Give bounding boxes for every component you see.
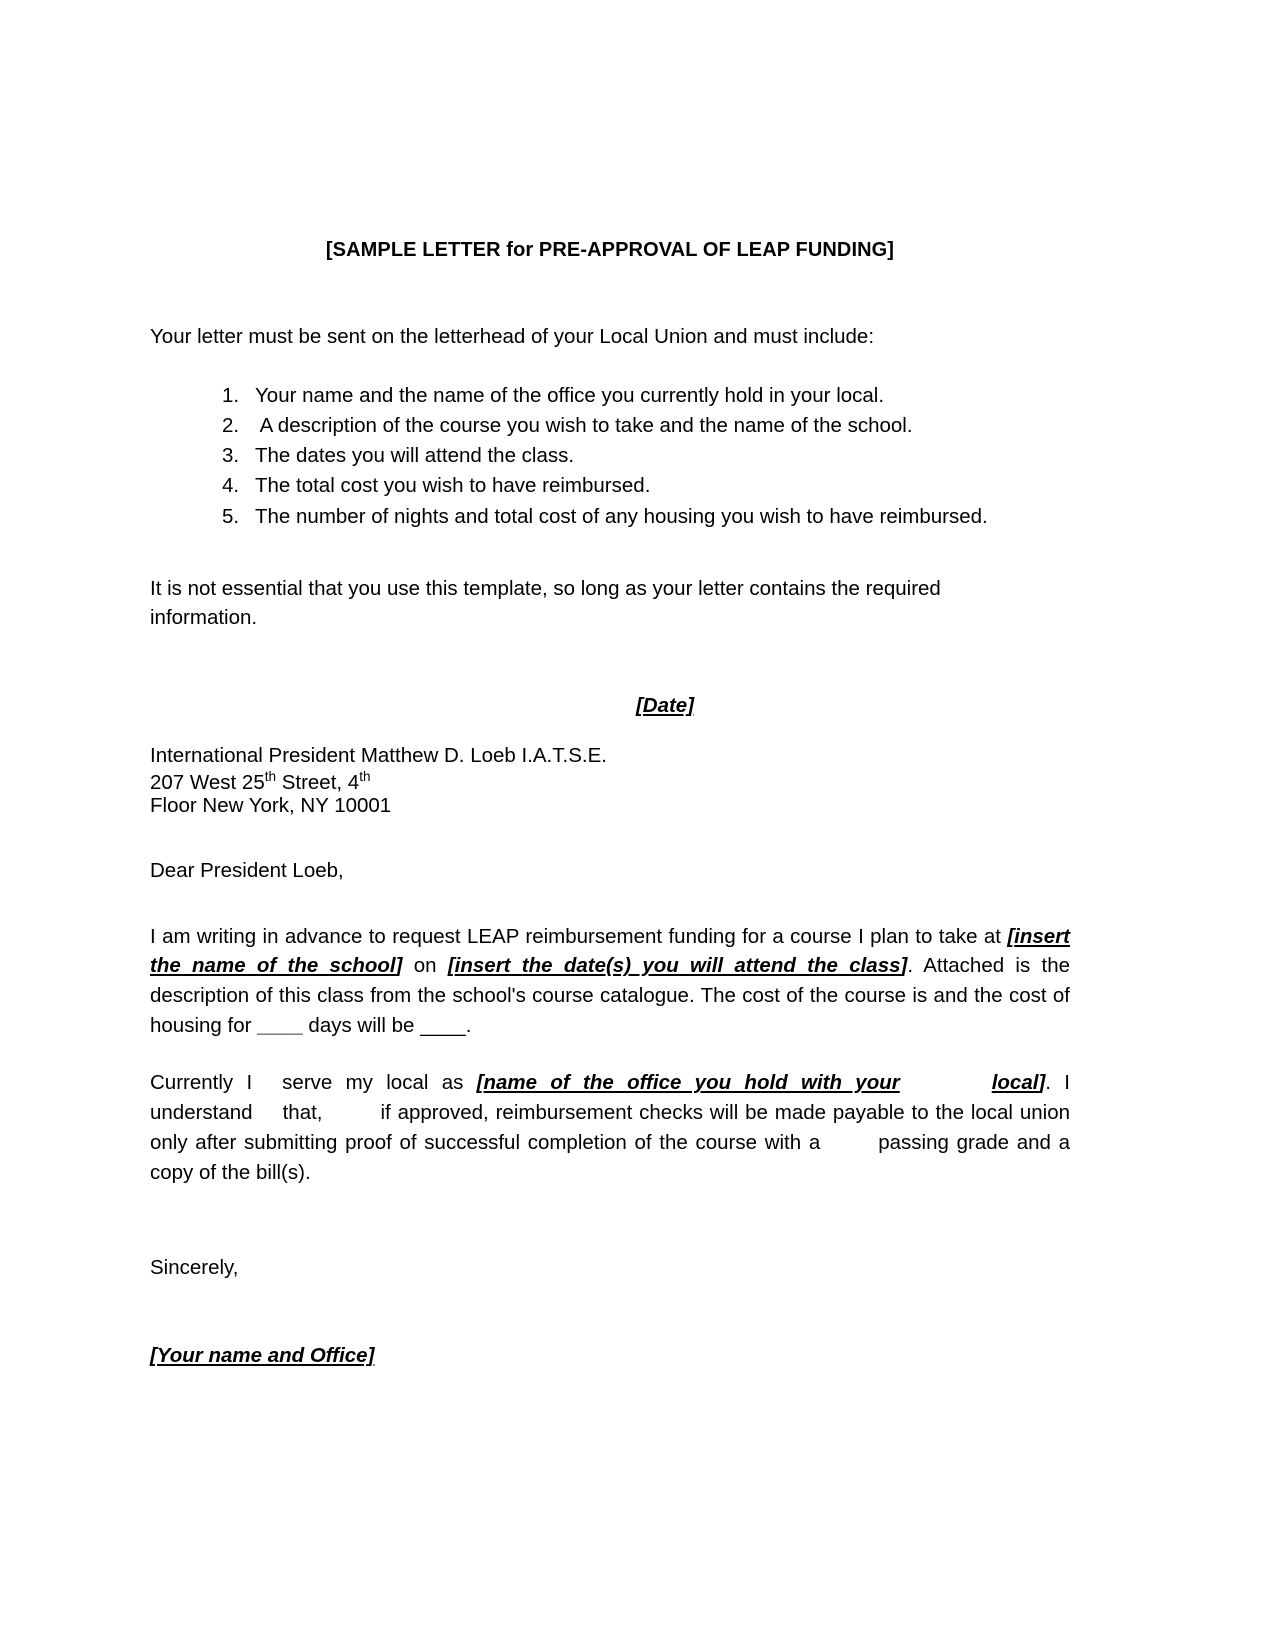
ordinal-suffix-4th: th: [359, 769, 371, 785]
list-item-text: The total cost you wish to have reimbursed.: [255, 474, 651, 498]
date-line: [150, 632, 1070, 718]
office-placeholder-run: [484, 1071, 1039, 1094]
list-item-text: The dates you will attend the class.: [255, 444, 575, 468]
request-segment-1: I am writing in advance to request LEAP reimbursement funding for a course I plan to take at: [150, 924, 1008, 948]
currently-segment-5: that,: [282, 1101, 323, 1125]
list-item-number: 4.: [222, 474, 240, 498]
currently-paragraph: [150, 1040, 1070, 1187]
address-line-3: Floor New York, NY 10001: [150, 793, 392, 817]
address-line-2: [150, 769, 1070, 796]
office-placeholder-text-b: local: [991, 1071, 1039, 1095]
office-placeholder: [477, 1071, 1046, 1094]
request-segment-3: . Attached is the description of this class from the school's course catalogue. The cost of the course is and the cost of housing for: [150, 954, 1070, 1037]
signature-placeholder: [Your name and Office]: [150, 1344, 375, 1368]
recipient-address-block: [150, 718, 1070, 824]
requirements-list: [150, 351, 1070, 532]
currently-segment-3: .: [1045, 1071, 1051, 1095]
bracket-close: ]: [1038, 1071, 1046, 1095]
list-item: [150, 502, 1070, 532]
template-note-paragraph: It is not essential that you use this template, so long as your letter contains the required information.: [150, 576, 941, 629]
school-placeholder-text: insert the name of the school: [150, 924, 1070, 978]
bracket-open: [: [476, 1071, 484, 1095]
address-line-1: International President Matthew D. Loeb I.A.T.S.E.: [150, 743, 607, 767]
request-segment-5: .: [465, 1013, 472, 1037]
bracket-open: [: [1007, 924, 1015, 948]
currently-segment-1: Currently I: [150, 1071, 253, 1095]
address-street-number: 207 West 25: [150, 771, 265, 795]
list-item-text: Your name and the name of the office you currently hold in your local.: [255, 384, 885, 408]
request-segment-2: on: [402, 954, 448, 978]
housing-cost-blank: ____: [420, 1013, 466, 1037]
list-item: [150, 471, 1070, 501]
dates-placeholder: [448, 954, 908, 977]
housing-days-blank: ____: [257, 1013, 303, 1037]
bracket-close: ]: [395, 954, 403, 978]
signature-block: [150, 1282, 1070, 1368]
document-content: [150, 0, 1070, 1368]
office-placeholder-text-a: name of the office you hold with your: [483, 1071, 900, 1095]
list-item-number: 3.: [222, 444, 240, 468]
list-item-number: 5.: [222, 504, 240, 528]
list-item: [150, 381, 1070, 411]
salutation: Dear President Loeb,: [150, 859, 344, 883]
page-title: [SAMPLE LETTER for PRE-APPROVAL OF LEAP FUNDING]: [325, 239, 895, 261]
request-paragraph: [150, 886, 1070, 1041]
closing-salutation: Sincerely,: [150, 1256, 239, 1280]
request-segment-4: days will be: [302, 1013, 421, 1037]
list-item-text: A description of the course you wish to take and the name of the school.: [255, 414, 913, 438]
date-placeholder: [Date]: [635, 693, 695, 717]
list-item-text: The number of nights and total cost of any housing you wish to have reimbursed.: [255, 504, 988, 528]
currently-segment-4: I understand: [150, 1071, 1070, 1125]
dates-placeholder-text: insert the date(s) you will attend the class: [454, 954, 901, 978]
list-item-number: 2.: [222, 414, 240, 438]
bracket-close: ]: [900, 954, 908, 978]
currently-segment-6: if approved, reimbursement checks will be made payable to the local union only after submitting proof of successful completion of the course with a: [150, 1101, 1070, 1154]
currently-segment-2: serve my local as: [282, 1071, 477, 1095]
ordinal-suffix-25th: th: [264, 769, 277, 785]
address-street-name: Street, 4: [276, 771, 360, 795]
list-item-number: 1.: [222, 384, 240, 408]
bracket-open: [: [447, 954, 455, 978]
list-item: [150, 411, 1070, 441]
currently-segment-7: passing grade and a copy of the bill(s).: [150, 1130, 1071, 1184]
intro-paragraph: Your letter must be sent on the letterhead of your Local Union and must include:: [150, 325, 875, 348]
list-item: [150, 441, 1070, 471]
